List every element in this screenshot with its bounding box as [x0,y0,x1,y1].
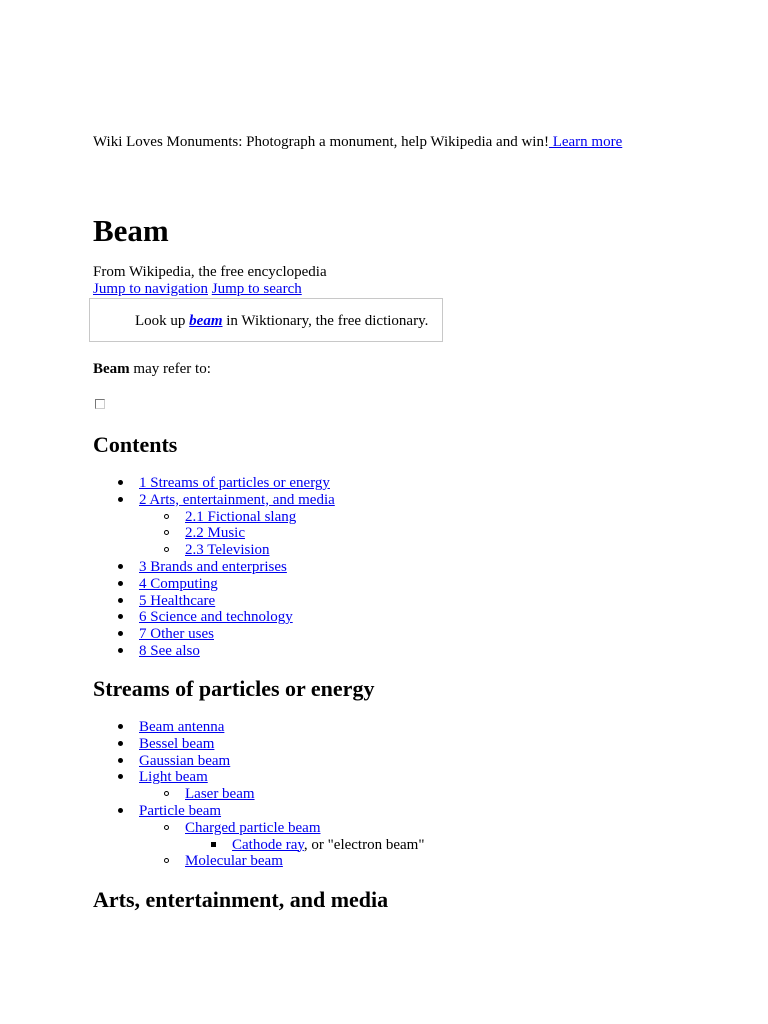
streams-item-link[interactable]: Laser beam [185,786,255,803]
toc-item-link[interactable]: 3 Brands and enterprises [139,558,287,575]
bullet-icon [115,626,125,643]
toc-item [0,643,335,660]
wiktionary-prefix: Look up [135,313,190,329]
toc-item [0,576,335,593]
toc-item-link[interactable]: 5 Healthcare [139,592,216,609]
streams-item-link[interactable]: Light beam [139,769,208,786]
toc-item-link[interactable]: 1 Streams of particles or energy [139,475,330,491]
bullet-icon [115,753,125,770]
bullet-icon [115,593,125,610]
bullet-icon [161,525,171,542]
bullet-icon [115,559,125,576]
page-title: Beam [93,213,169,248]
streams-item [0,753,424,770]
streams-item-suffix: , or "electron beam" [303,836,425,853]
toc-item-link[interactable]: 6 Science and technology [139,609,293,626]
site-tagline: From Wikipedia, the free encyclopedia [93,264,327,280]
toc-toggle-checkbox[interactable] [95,399,105,409]
bullet-icon [161,786,171,803]
jump-to-navigation-link[interactable]: Jump to navigation [93,281,208,297]
bullet-icon [115,475,125,492]
bullet-icon [115,736,125,753]
toc-list [0,475,335,660]
bullet-icon [115,576,125,593]
intro-paragraph [93,360,211,378]
intro-rest: may refer to: [129,361,211,377]
toc-item-link[interactable]: 7 Other uses [139,626,214,643]
toc-item [0,475,335,492]
wiktionary-box [89,298,443,342]
wiktionary-term-link[interactable]: beam [189,313,223,329]
toc-item-link[interactable]: 8 See also [139,642,200,659]
streams-item [0,769,424,786]
bullet-icon [115,643,125,660]
streams-item [0,736,424,753]
section-heading-streams: Streams of particles or energy [93,676,375,701]
toc-item [0,626,335,643]
streams-item [0,719,424,736]
streams-list [0,719,424,870]
toc-item-link[interactable]: 4 Computing [139,575,218,592]
site-notice-banner [93,133,622,151]
streams-item-link[interactable]: Molecular beam [185,853,283,870]
bullet-icon [115,609,125,626]
toc-item [0,609,335,626]
bullet-icon [115,803,125,820]
toc-item-link[interactable]: 2.1 Fictional slang [185,508,297,525]
jump-links [93,281,302,298]
section-heading-arts: Arts, entertainment, and media [93,887,389,912]
learn-more-link[interactable]: Learn more [548,134,623,150]
toc-item [0,525,335,542]
bullet-icon [115,719,125,736]
site-notice-text: Wiki Loves Monuments: Photograph a monument, help Wikipedia and win! [93,134,549,150]
bullet-icon [161,820,171,837]
bullet-icon [161,853,171,870]
streams-item [0,803,424,820]
toc-item-link[interactable]: 2 Arts, entertainment, and media [139,491,335,508]
toc-item [0,492,335,509]
intro-bold-term: Beam [93,361,130,377]
streams-item-link[interactable]: Bessel beam [139,735,215,752]
wiktionary-text [135,312,428,330]
toc-item [0,593,335,610]
toc-heading: Contents [93,432,178,457]
streams-item [0,837,424,854]
bullet-icon [161,509,171,526]
streams-item-link[interactable]: Particle beam [139,802,222,819]
streams-item [0,820,424,837]
wiktionary-suffix: in Wiktionary, the free dictionary. [222,313,429,329]
toc-item [0,509,335,526]
streams-item-link[interactable]: Cathode ray [232,836,304,853]
toc-item-link[interactable]: 2.3 Television [185,542,270,559]
streams-item-link[interactable]: Beam antenna [139,719,225,735]
toc-item [0,542,335,559]
bullet-icon [115,769,125,786]
streams-item [0,853,424,870]
toc-item-link[interactable]: 2.2 Music [185,525,245,542]
streams-item-link[interactable]: Gaussian beam [139,752,231,769]
bullet-icon [161,542,171,559]
streams-item [0,786,424,803]
jump-to-search-link[interactable]: Jump to search [211,281,302,297]
bullet-icon [208,837,218,854]
toc-item [0,559,335,576]
streams-item-link[interactable]: Charged particle beam [185,819,321,836]
bullet-icon [115,492,125,509]
